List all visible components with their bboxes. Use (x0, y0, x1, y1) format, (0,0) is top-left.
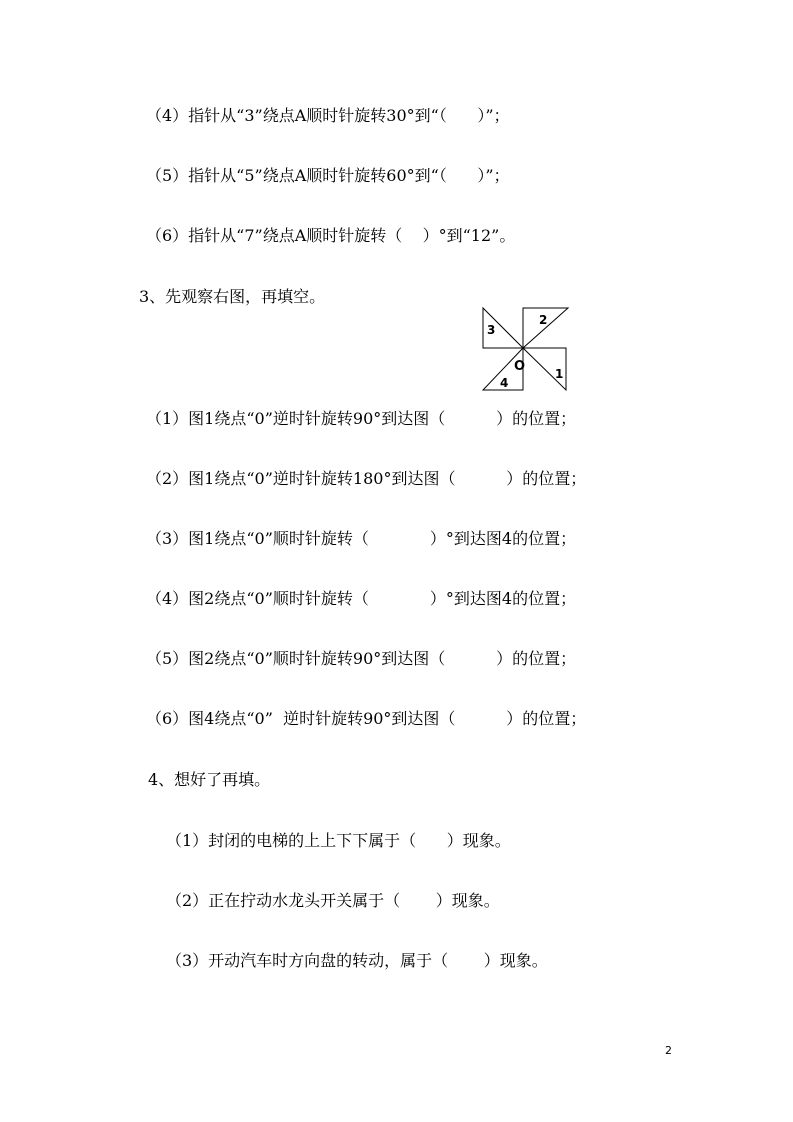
section-3-heading: 3、先观察右图，再填空。 (139, 287, 326, 306)
label-3: 3 (487, 323, 496, 337)
question-4-2: （2）正在拧动水龙头开关属于（ ）现象。 (166, 891, 500, 910)
question-3-5: （5）图2绕点“0”顺时针旋转90°到达图（ ）的位置； (146, 649, 577, 668)
question-3-3: （3）图1绕点“0”顺时针旋转（ ）°到达图4的位置； (146, 529, 577, 548)
section-4-heading: 4、想好了再填。 (148, 770, 271, 789)
page-number: 2 (665, 1044, 672, 1057)
label-4: 4 (500, 376, 509, 390)
label-o: O (514, 359, 526, 374)
question-2-6: （6）指针从“7”绕点A顺时针旋转（ ）°到“12”。 (146, 226, 516, 245)
question-3-1: （1）图1绕点“0”逆时针旋转90°到达图（ ）的位置； (146, 409, 577, 428)
question-2-5: （5）指针从“5”绕点A顺时针旋转60°到“（ ）”； (146, 166, 510, 185)
question-4-1: （1）封闭的电梯的上上下下属于（ ）现象。 (166, 831, 511, 850)
question-3-6: （6）图4绕点“0” 逆时针旋转90°到达图（ ）的位置； (146, 709, 587, 728)
pinwheel-svg (478, 303, 574, 395)
label-2: 2 (539, 313, 548, 327)
question-4-3: （3）开动汽车时方向盘的转动，属于（ ）现象。 (166, 951, 548, 970)
question-2-4: （4）指针从“3”绕点A顺时针旋转30°到“（ ）”； (146, 106, 510, 125)
pinwheel-figure (478, 303, 574, 395)
question-3-2: （2）图1绕点“0”逆时针旋转180°到达图（ ）的位置； (146, 469, 587, 488)
label-1: 1 (555, 367, 564, 381)
question-3-4: （4）图2绕点“0”顺时针旋转（ ）°到达图4的位置； (146, 589, 577, 608)
